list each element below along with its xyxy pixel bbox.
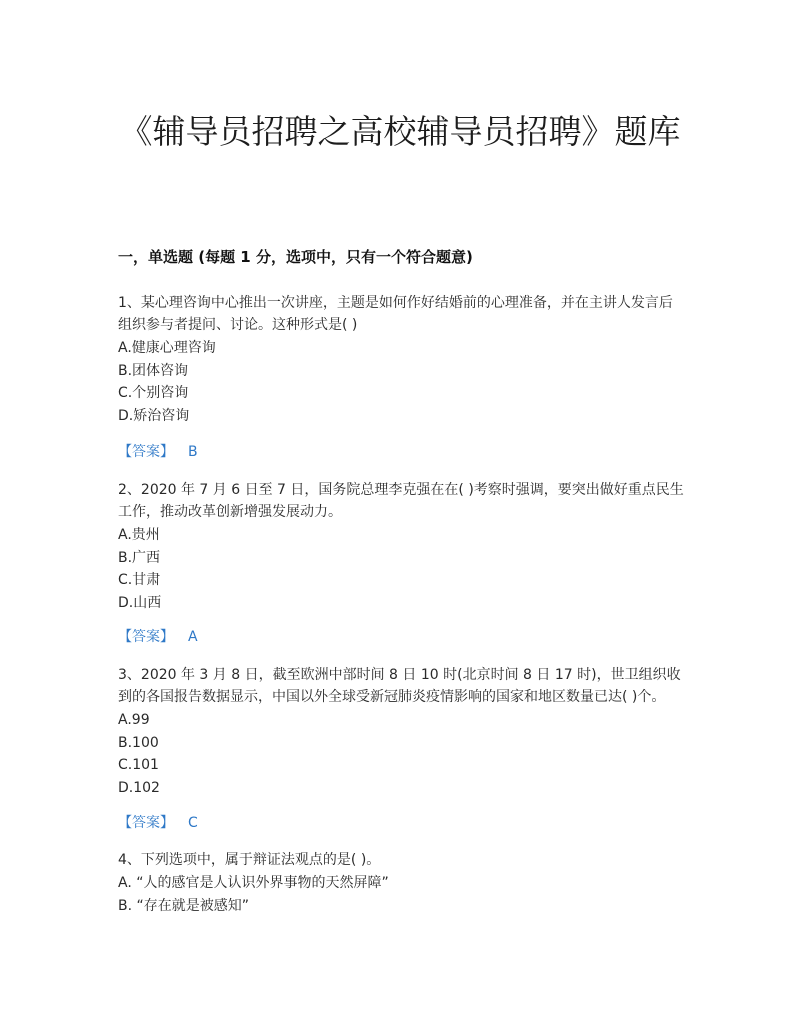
answer-value: B: [188, 444, 198, 460]
option-d: D.矫治咨询: [118, 407, 190, 424]
option-b: B.广西: [118, 549, 161, 566]
option-b: B.100: [118, 734, 159, 751]
answer-1: [118, 442, 198, 462]
option-d: D.山西: [118, 594, 162, 611]
option-c: C.101: [118, 757, 159, 773]
option-b: B.团体咨询: [118, 362, 189, 379]
question-stem: 4、下列选项中，属于辩证法观点的是( )。: [118, 852, 381, 868]
option-a: A.健康心理咨询: [118, 340, 216, 356]
option-b: B. “存在就是被感知”: [118, 897, 250, 914]
option-a: A. “人的感官是人认识外界事物的天然屏障”: [118, 875, 389, 891]
option-a: A.贵州: [118, 527, 160, 543]
question-stem: 3、2020 年 3 月 8 日，截至欧洲中部时间 8 日 10 时(北京时间 8 日 17 时)，世卫组织收到的各国报告数据显示，中国以外全球受新冠肺炎疫情影响的国家和地区数量已达( )个。: [118, 667, 681, 705]
answer-label: 【答案】: [118, 815, 174, 831]
answer-value: A: [188, 629, 198, 645]
question-2: [118, 479, 684, 614]
option-c: C.个别咨询: [118, 385, 189, 401]
question-1: [118, 292, 684, 427]
question-4: [118, 849, 684, 917]
answer-label: 【答案】: [118, 444, 174, 460]
question-3: [118, 664, 684, 799]
document-title: 《辅导员招聘之高校辅导员招聘》题库: [119, 112, 681, 151]
question-stem: 1、某心理咨询中心推出一次讲座，主题是如何作好结婚前的心理准备，并在主讲人发言后组织参与者提问、讨论。这种形式是( ): [118, 295, 673, 333]
question-stem: 2、2020 年 7 月 6 日至 7 日，国务院总理李克强在在( )考察时强调，要突出做好重点民生工作，推动改革创新增强发展动力。: [118, 482, 684, 520]
option-c: C.甘肃: [118, 572, 161, 588]
option-a: A.99: [118, 712, 150, 728]
answer-3: [118, 813, 198, 833]
section-heading: 一，单选题 (每题 1 分，选项中，只有一个符合题意): [118, 248, 473, 266]
answer-2: [118, 627, 198, 647]
answer-value: C: [188, 815, 198, 831]
answer-label: 【答案】: [118, 629, 174, 645]
option-d: D.102: [118, 779, 160, 796]
